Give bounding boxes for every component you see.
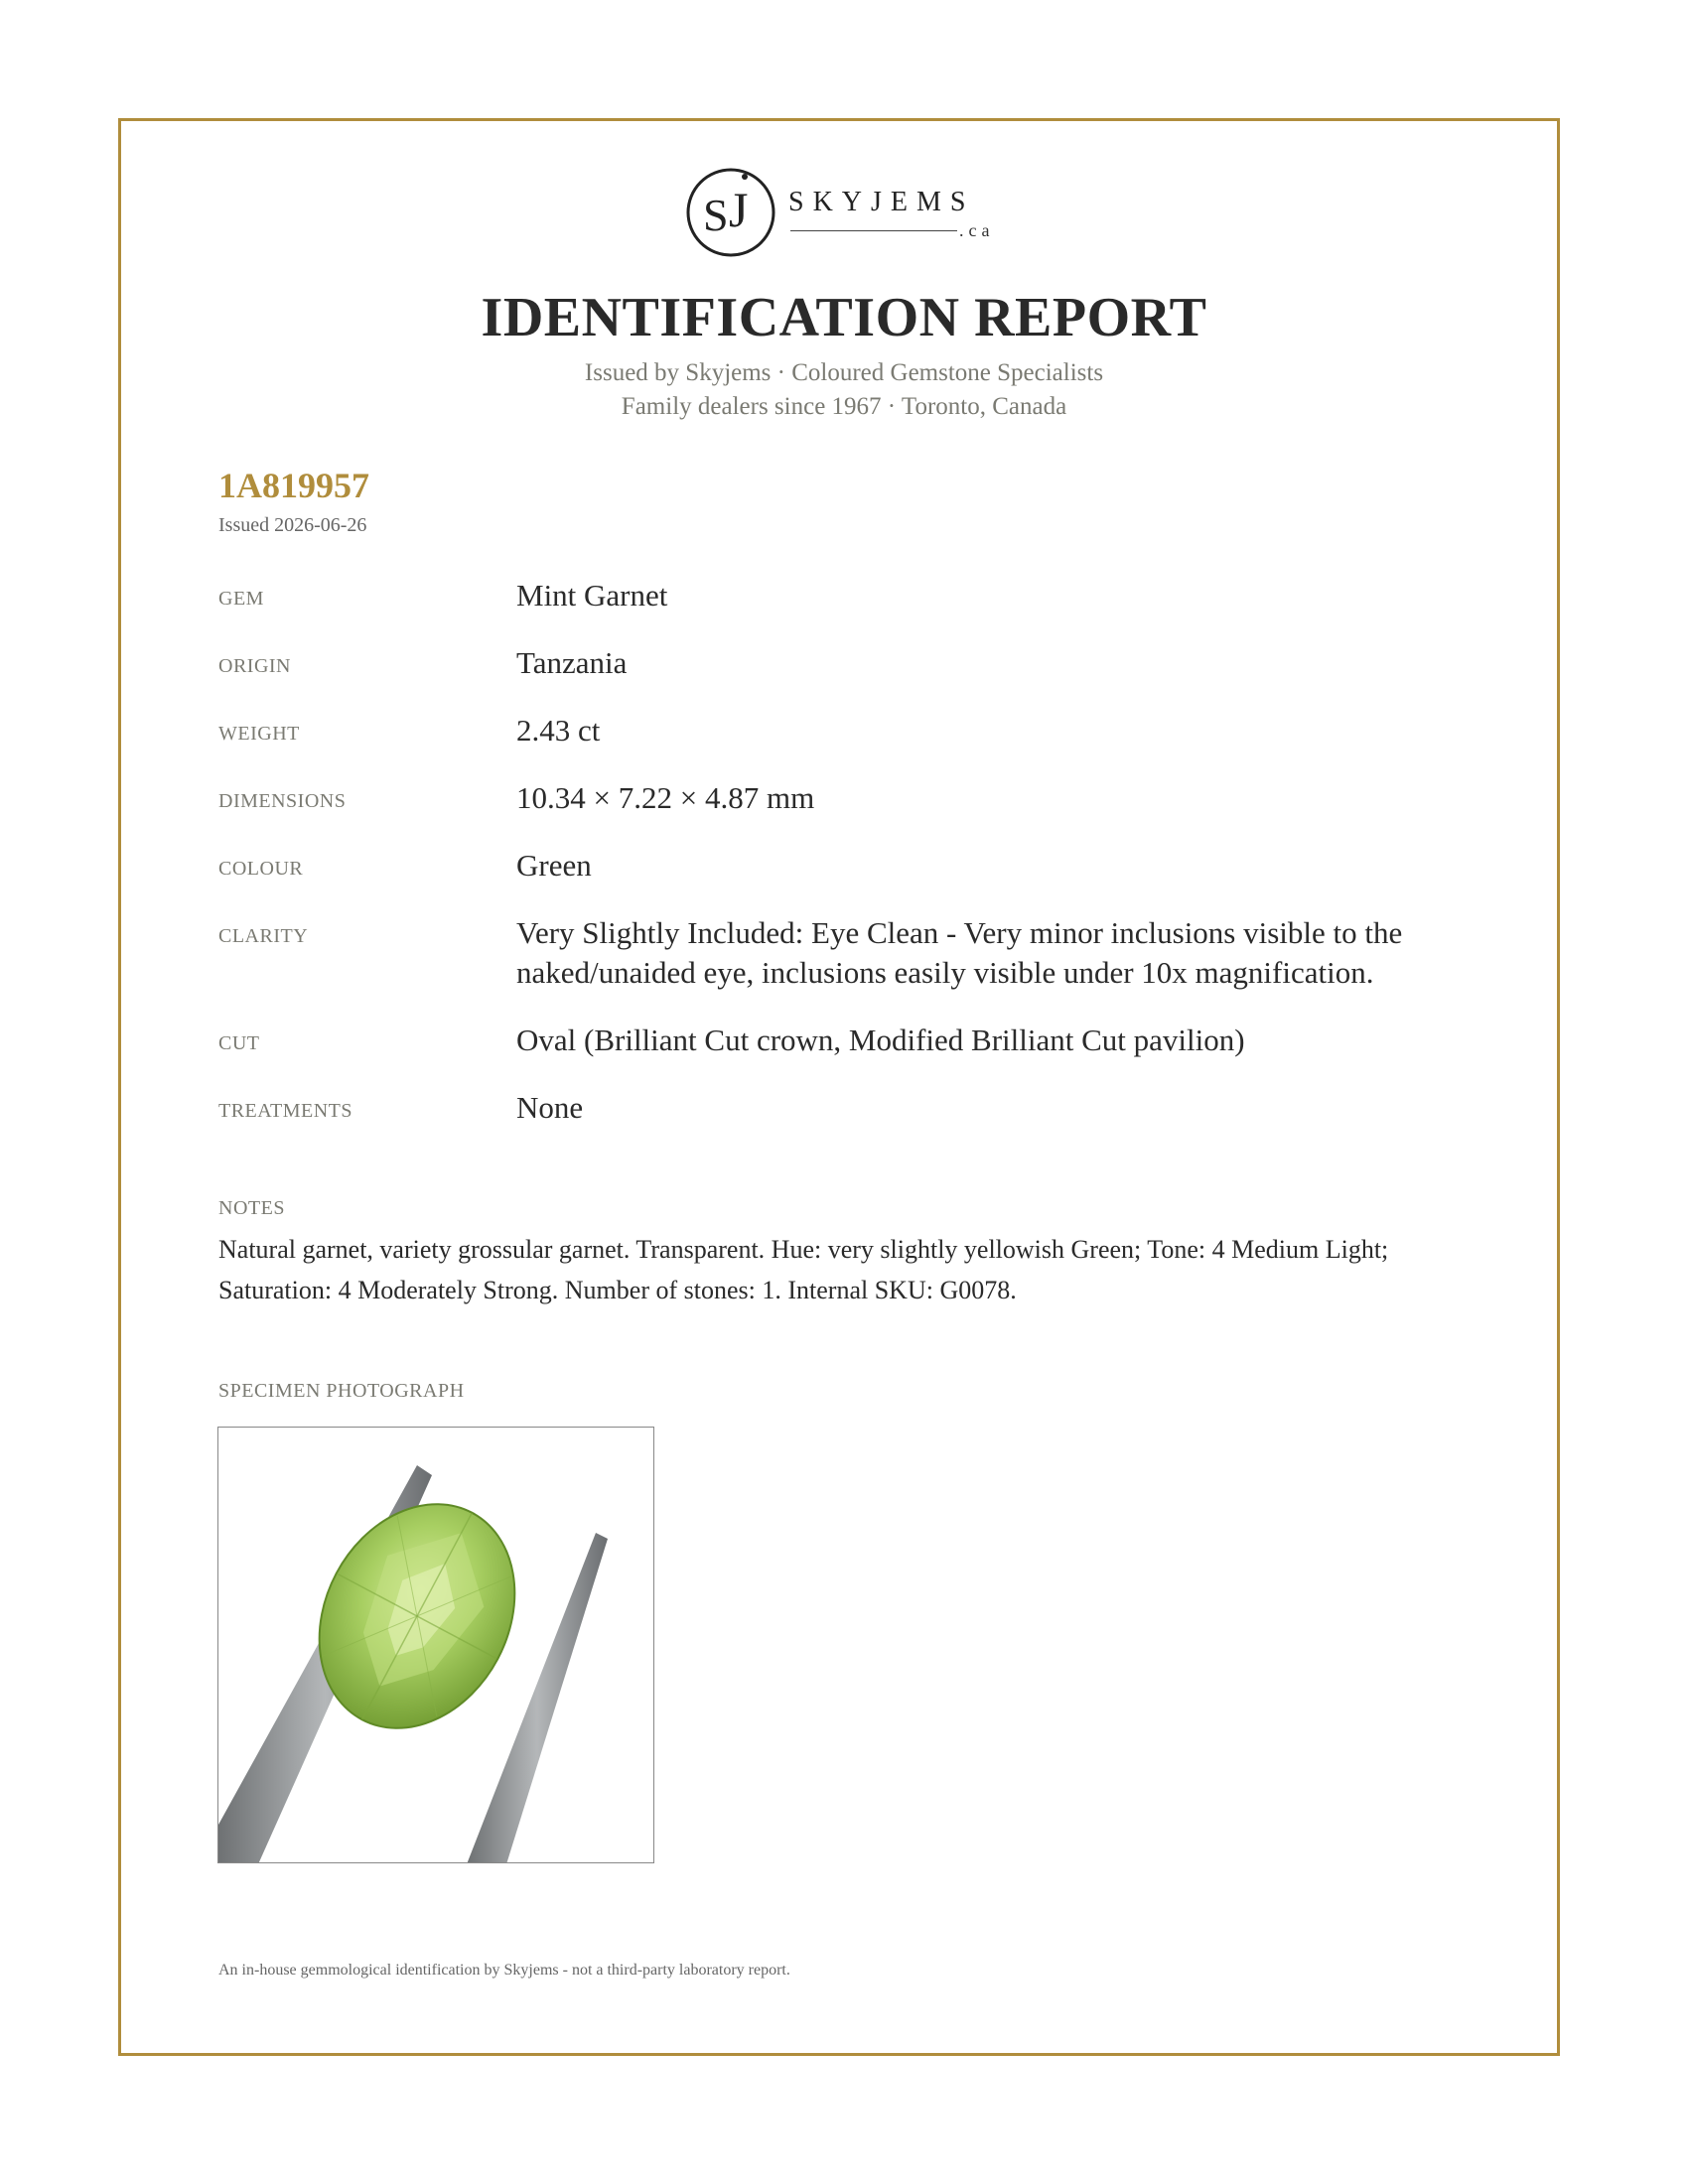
- issued-date: Issued 2026-06-26: [218, 514, 367, 536]
- field-label-gem: GEM: [218, 588, 264, 610]
- notes-text: Natural garnet, variety grossular garnet. Transparent. Hue: very slightly yellowish Green; Tone: 4 Medium Light; Saturation: 4 Moderately Strong. Number of stones: 1. Internal SKU: G0078.: [218, 1235, 1389, 1304]
- monogram-icon: [683, 165, 782, 260]
- field-value-clarity: Very Slightly Included: Eye Clean - Very minor inclusions visible to the naked/unaided eye, inclusions easily visible under 10x magnification.: [516, 915, 1403, 990]
- svg-text:J: J: [729, 182, 749, 237]
- field-value-cut: Oval (Brilliant Cut crown, Modified Brilliant Cut pavilion): [516, 1023, 1245, 1057]
- report-number: 1A819957: [218, 466, 369, 505]
- field-value-weight: 2.43 ct: [516, 713, 601, 748]
- brand-underline: [790, 230, 957, 231]
- notes-label: NOTES: [218, 1197, 285, 1219]
- field-label-origin: ORIGIN: [218, 655, 291, 677]
- subtitle-line-2: Family dealers since 1967 · Toronto, Canada: [621, 393, 1067, 420]
- field-label-cut: CUT: [218, 1032, 260, 1054]
- disclaimer-footer: An in-house gemmological identification by Skyjems - not a third-party laboratory report.: [218, 1962, 790, 1979]
- field-label-colour: COLOUR: [218, 858, 304, 880]
- svg-text:S: S: [703, 190, 729, 240]
- brand-name: SKYJEMS: [788, 187, 975, 217]
- gemstone-illustration: [218, 1428, 654, 1863]
- page-title: IDENTIFICATION REPORT: [481, 287, 1207, 348]
- field-value-colour: Green: [516, 848, 592, 883]
- skyjems-logo: [683, 165, 1011, 260]
- subtitle-line-1: Issued by Skyjems · Coloured Gemstone Specialists: [584, 359, 1104, 386]
- brand-suffix: .ca: [959, 220, 995, 240]
- field-value-origin: Tanzania: [516, 645, 628, 680]
- field-value-treatments: None: [516, 1090, 584, 1125]
- field-label-weight: WEIGHT: [218, 723, 300, 745]
- field-label-dimensions: DIMENSIONS: [218, 790, 347, 812]
- specimen-photo-label: SPECIMEN PHOTOGRAPH: [218, 1380, 465, 1402]
- field-value-dimensions: 10.34 × 7.22 × 4.87 mm: [516, 780, 815, 815]
- field-label-treatments: TREATMENTS: [218, 1100, 352, 1122]
- field-label-clarity: CLARITY: [218, 925, 309, 947]
- field-value-gem: Mint Garnet: [516, 578, 668, 613]
- specimen-photo: [217, 1427, 654, 1863]
